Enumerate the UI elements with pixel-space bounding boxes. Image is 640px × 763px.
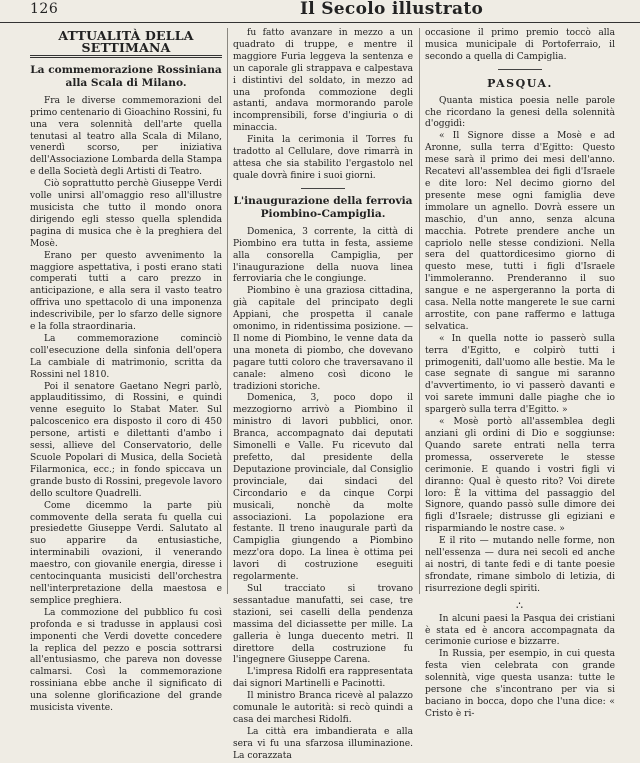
page-header bbox=[0, 0, 640, 23]
paragraph: occasione il primo premio toccò alla musica municipale di Portoferraio, il secondo a quella di Campiglia. bbox=[425, 28, 615, 62]
column-left bbox=[30, 28, 222, 714]
column-right bbox=[425, 28, 615, 719]
article-title-rossini: La commemorazione Rossiniana alla Scala di Milano. bbox=[30, 63, 222, 89]
paragraph: La commemorazione cominciò coll'esecuzione della sinfonia dell'opera La cambiale di matrimonio, scritta da Rossini nel 1810. bbox=[30, 333, 222, 380]
paragraph: Poi il senatore Gaetano Negri parlò, applauditissimo, di Rossini, e quindi venne eseguito lo Stabat Mater. Sul palcoscenico era disposto il coro di 450 persone, artisti e dilettanti d'ambo i sessi, allieve del Conservatorio, delle Scuole Popolari di Musica, della Società Filarmonica, ecc.; in fondo spiccava un grande busto di Rossini, pregevole lavoro dello scultore Quadrelli. bbox=[30, 381, 222, 499]
divider bbox=[498, 69, 542, 70]
column-rule bbox=[227, 28, 228, 594]
section-title: ATTUALITÀ DELLA SETTIMANA bbox=[30, 30, 222, 58]
paragraph: La commozione del pubblico fu così profonda e si tradusse in applausi così imponenti che Verdi dovette concedere la replica del pezzo e poscia sottrarsi all'entusiasmo, che pareva non dovesse calmarsi. Così la commemorazione rossiniana ebbe anche il significato di una solenne glorificazione del grande musicista vivente. bbox=[30, 607, 222, 714]
paragraph: Sul tracciato si trovano sessantadue manufatti, sei case, tre stazioni, sei caselli della pendenza massima del diciassette per mille. La galleria è lunga duecento metri. Il direttore della costruzione fu l'ingegnere Giuseppe Carena. bbox=[233, 583, 413, 666]
paragraph: In alcuni paesi la Pasqua dei cristiani è stata ed è ancora accompagnata da cerimonie curiose e bizzarre. bbox=[425, 613, 615, 648]
paragraph: Domenica, 3 corrente, la città di Piombino era tutta in festa, assieme alla consorella Campiglia, per l'inaugurazione della nuova linea ferroviaria che le congiunge. bbox=[233, 226, 413, 285]
divider bbox=[301, 188, 345, 189]
publication-title: Il Secolo illustrato bbox=[300, 0, 484, 19]
paragraph: Piombino è una graziosa cittadina, già capitale del principato degli Appiani, che prospetta il canale omonimo, in ridentissima posizione. — Il nome di Piombino, le venne data da una moneta di piombo, che dovevano pagare tutti coloro che traversavano il canale: almeno così dicono le tradizioni storiche. bbox=[233, 286, 413, 392]
page-number: 126 bbox=[30, 1, 59, 17]
paragraph: Fra le diverse commemorazioni del primo centenario di Gioachino Rossini, fu una vera solennità dell'arte quella tenutasi al teatro alla Scala di Milano, venerdì scorso, per iniziativa dell'Associazione Lombarda della Stampa e della Società degli Artisti di Teatro. bbox=[30, 95, 222, 178]
paragraph: Quanta mistica poesia nelle parole che ricordano la genesi della solennità d'oggidì: bbox=[425, 95, 615, 130]
column-rule bbox=[419, 28, 420, 594]
paragraph: Il ministro Branca ricevè al palazzo comunale le autorità: si recò quindi a casa dei marchesi Ridolfi. bbox=[233, 691, 413, 725]
column-middle bbox=[233, 28, 413, 761]
paragraph: « In quella notte io passerò sulla terra d'Egitto, e colpirò tutti i primogeniti, dall'uomo alle bestie. Ma le case segnate di sangue mi saranno d'avvertimento, io vi passerò davanti e voi sarete immuni dalle piaghe che io spargerò sulla terra d'Egitto. » bbox=[425, 333, 615, 416]
article-title-pasqua: PASQUA. bbox=[487, 76, 553, 90]
paragraph: Erano per questo avvenimento la maggiore aspettativa, i posti erano stati comperati tutti a caro prezzo in anticipazione, e alla sera il vasto teatro offriva uno spettacolo di una imponenza indescrivibile, per lo sfarzo delle signore e la folla straordinaria. bbox=[30, 250, 222, 333]
paragraph: E il rito — mutando nelle forme, non nell'essenza — dura nei secoli ed anche ai nostri, di tante fedi e di tante poesie sfrondate, rimane simbolo di letizia, di risurrezione degli spiriti. bbox=[425, 536, 615, 594]
paragraph: Ciò soprattutto perchè Giuseppe Verdi volle unirsi all'omaggio reso all'illustre musicista che tutto il mondo onora dirigendo egli stesso quella splendida pagina di musica che è la preghiera del Mosè. bbox=[30, 179, 222, 249]
article-title-ferrovia: L'inaugurazione della ferrovia Piombino-Campiglia. bbox=[233, 194, 413, 220]
paragraph: « Mosè portò all'assemblea degli anziani gli ordini di Dio e soggiunse: Quando sarete entrati nella terra promessa, osserverete le stesse cerimonie. E quando i vostri figli vi diranno: Qual è questo rito? Voi direte loro: È la vittima del passaggio del Signore, quando passò sulle dimore dei figli d'Israele; distrusse gli egiziani e risparmiando le nostre case. » bbox=[425, 417, 615, 535]
paragraph: La città era imbandierata e alla sera vi fu una sfarzosa illuminazione. La corazzata bbox=[233, 726, 413, 761]
paragraph: Domenica, 3, poco dopo il mezzogiorno arrivò a Piombino il ministro di lavori pubblici, onor. Branca, accompagnato dai deputati Simonelli e Valle. Fu ricevuto dal prefetto, dal presidente della Deputazione provinciale, dal Consiglio provinciale, dai sindaci del Circondario e da cinque Corpi musicali, nonchè da molte associazioni. La popolazione era festante. Il treno inaugurale partì da Campiglia giungendo a Piombino mezz'ora dopo. La linea è ottima pei lavori di costruzione eseguiti regolarmente. bbox=[233, 393, 413, 583]
paragraph: In Russia, per esempio, in cui questa festa vien celebrata con grande solennità, vige questa usanza: tutte le persone che s'incontrano per via si baciano in bocca, dopo che l'una dice: « Cristo è ri- bbox=[425, 649, 615, 719]
paragraph: fu fatto avanzare in mezzo a un quadrato di truppe, e mentre il maggiore Furia leggeva la sentenza e un caporale gli strappava e calpestava i distintivi del soldato, in mezzo ad una profonda commozione degli astanti, andava mormorando parole incomprensibili, forse d'ingiuria o di minaccia. bbox=[233, 28, 413, 134]
paragraph: L'impresa Ridolfi era rappresentata dai signori Martinelli e Pacinotti. bbox=[233, 667, 413, 690]
paragraph: « Il Signore disse a Mosè e ad Aronne, sulla terra d'Egitto: Questo mese sarà il primo dei mesi dell'anno. Recatevi all'assemblea dei figli d'Israele e dite loro: Nel decimo giorno del presente mese ogni famiglia deve immolare un agnello. Dovrà essere un maschio, d'un anno, senza alcuna macchia. Potrete prendere anche un capriolo nelle stesse condizioni. Nella sera del quattordicesimo giorno di questo mese, tutti i figli d'Israele l'immoleranno. Prenderanno il suo sangue e ne aspergeranno la porta di casa. Nella notte mangerete le sue carni arrostite, con pane raffermo e lattuga selvatica. bbox=[425, 131, 615, 332]
paragraph: Come dicemmo la parte più commovente della serata fu quella cui presiedette Giuseppe Verdi. Salutato al suo apparire da entusiastiche, interminabili ovazioni, il venerando maestro, con giovanile energia, diresse i centocinquanta musicisti dell'orchestra nell'interpretazione della maestosa e semplice preghiera. bbox=[30, 500, 222, 606]
asterism: ∴ bbox=[516, 598, 524, 612]
paragraph: Finita la cerimonia il Torres fu tradotto al Cellulare, dove rimarrà in attesa che sia stabilito l'ergastolo nel quale dovrà finire i suoi giorni. bbox=[233, 135, 413, 181]
